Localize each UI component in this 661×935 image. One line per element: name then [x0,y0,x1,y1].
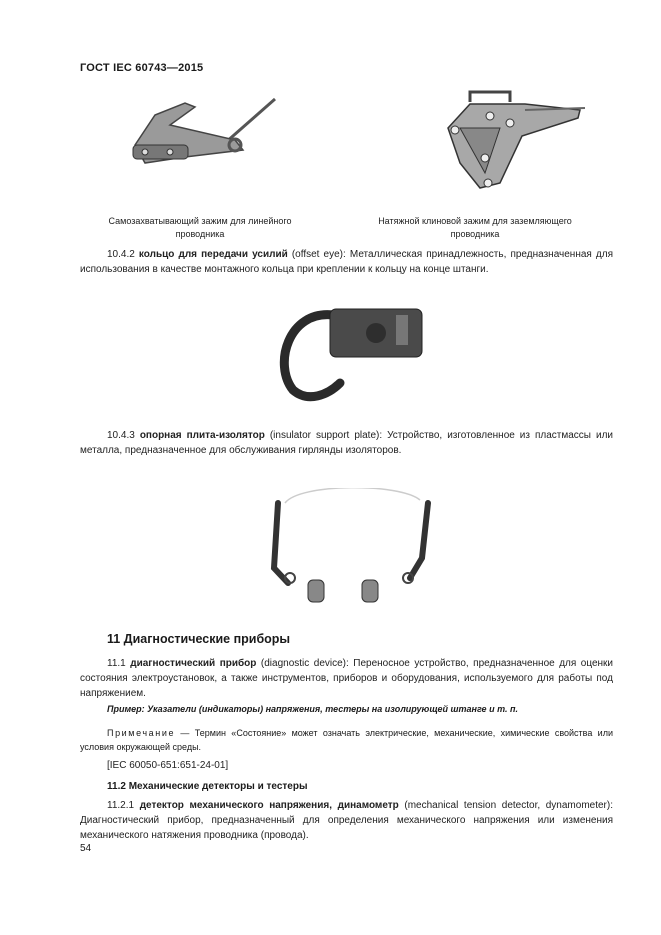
note [80,726,613,754]
page-number: 54 [80,843,92,854]
note-label: Примечание [107,728,176,738]
section-11-title: 11 Диагностические приборы [107,632,291,646]
document-header: ГОСТ IEC 60743—2015 [80,62,204,74]
section-11-1 [80,656,613,701]
definition-text: (insulator support plate): Устройство, изготовленное из пластмассы или металла, предназначенное для обслуживания гирлянды изоляторов. [80,430,613,456]
note-text: — Термин «Состояние» может означать электрические, механические, химические свойства или условия окружающей среды. [80,728,613,752]
definition-text: (mechanical tension detector, dynamometer): Диагностический прибор, предназначенный для определения механического напряжения или изменения механического натяжения проводника (провода). [80,800,613,841]
figure-wedge-tension-clamp [430,88,590,198]
figure-self-gripping-clamp [125,95,285,175]
section-number: 10.4.3 [107,430,135,441]
figure-caption-self-gripping-clamp: Самозахватывающий зажим для линейного проводника [108,216,292,239]
term-offset-eye: кольцо для передачи усилий [138,249,288,260]
section-number: 10.4.2 [107,249,135,260]
section-number: 11.1 [107,658,126,669]
figure-offset-eye [268,295,428,405]
term-mechanical-tension-detector: детектор механического напряжения, динамометр [139,800,399,811]
definition-text: (diagnostic device): Переносное устройство, предназначенное для оценки состояния электроустановок, а также инструментов, приборов и оборудования, используемого для работы под напряжением. [80,658,613,699]
reference: [IEC 60050-651:651-24-01] [107,760,229,771]
section-number: 11.2.1 [107,800,135,811]
section-11-2-1 [80,798,613,843]
term-diagnostic-device: диагностический прибор [130,658,257,669]
definition-text: (offset eye): Металлическая принадлежность, предназначенная для использования в качестве монтажного кольца при креплении к кольцу на конце штанги. [80,249,613,275]
figure-caption-wedge-tension-clamp: Натяжной клиновой зажим для заземляющего проводника [378,216,572,239]
figure-insulator-support-plate [260,488,440,613]
section-10-4-3 [80,428,613,458]
section-11-2-title: 11.2 Механические детекторы и тестеры [107,781,308,792]
section-10-4-2 [80,247,613,277]
term-insulator-support-plate: опорная плита-изолятор [139,430,265,441]
example-text: Пример: Указатели (индикаторы) напряжения, тестеры на изолирующей штанге и т. п. [107,704,518,714]
